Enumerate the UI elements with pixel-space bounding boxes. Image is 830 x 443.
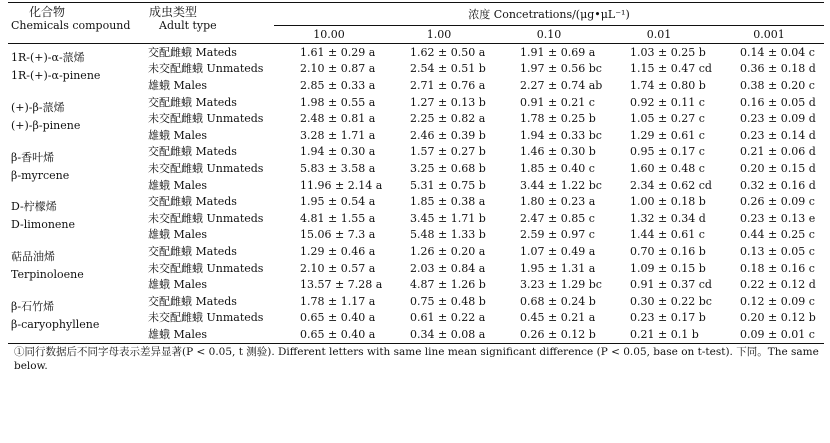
- adult-type-cell: 未交配雌蛾 Unmateds: [148, 261, 264, 275]
- value-cell: 0.18 ± 0.16 c: [740, 261, 815, 275]
- value-cell: 1.98 ± 0.55 a: [300, 95, 376, 109]
- value-cell: 2.54 ± 0.51 b: [410, 62, 486, 76]
- value-cell: 1.27 ± 0.13 b: [410, 95, 486, 109]
- value-cell: 1.60 ± 0.48 c: [630, 161, 705, 175]
- value-cell: 2.27 ± 0.74 ab: [520, 78, 603, 92]
- value-cell: 1.74 ± 0.80 b: [630, 78, 706, 92]
- adult-type-cell: 雄蛾 Males: [148, 278, 207, 292]
- value-cell: 2.10 ± 0.57 a: [300, 261, 376, 275]
- value-cell: 5.31 ± 0.75 b: [410, 178, 486, 192]
- value-cell: 1.57 ± 0.27 b: [410, 145, 486, 159]
- value-cell: 0.65 ± 0.40 a: [300, 327, 376, 341]
- header-adult-type: [142, 3, 274, 44]
- table-row: [8, 243, 824, 260]
- value-cell: 0.13 ± 0.05 c: [740, 244, 815, 258]
- compound-name-en: 1R-(+)-α-pinene: [11, 69, 101, 82]
- compound-name-cn: D-柠檬烯: [11, 200, 57, 214]
- value-cell: 5.83 ± 3.58 a: [300, 161, 376, 175]
- value-cell: 0.36 ± 0.18 d: [740, 62, 816, 76]
- value-cell: 1.00 ± 0.18 b: [630, 195, 706, 209]
- value-cell: 2.10 ± 0.87 a: [300, 62, 376, 76]
- adult-type-cell: 雄蛾 Males: [148, 327, 207, 341]
- adult-type-cell: 交配雌蛾 Mateds: [148, 195, 237, 209]
- value-cell: 2.47 ± 0.85 c: [520, 211, 595, 225]
- value-cell: 0.32 ± 0.16 d: [740, 178, 816, 192]
- adult-type-cell: 雄蛾 Males: [148, 128, 207, 142]
- header-conc-value: 0.001: [753, 27, 785, 41]
- value-cell: 1.91 ± 0.69 a: [520, 45, 596, 59]
- value-cell: 2.46 ± 0.39 b: [410, 128, 486, 142]
- value-cell: 1.97 ± 0.56 bc: [520, 62, 602, 76]
- adult-type-cell: 未交配雌蛾 Unmateds: [148, 311, 264, 325]
- value-cell: 2.48 ± 0.81 a: [300, 112, 376, 126]
- header-concentration: 浓度 Concetrations/(μg•μL⁻¹): [274, 3, 824, 26]
- value-cell: 3.44 ± 1.22 bc: [520, 178, 602, 192]
- header-conc-value: 1.00: [426, 27, 452, 41]
- value-cell: 1.03 ± 0.25 b: [630, 45, 706, 59]
- value-cell: 1.61 ± 0.29 a: [300, 45, 376, 59]
- value-cell: 3.45 ± 1.71 b: [410, 211, 486, 225]
- compound-name-cn: β-石竹烯: [11, 299, 55, 313]
- value-cell: 1.44 ± 0.61 c: [630, 228, 705, 242]
- value-cell: 2.59 ± 0.97 c: [520, 228, 595, 242]
- value-cell: 1.78 ± 1.17 a: [300, 294, 376, 308]
- table-row: [8, 293, 824, 310]
- header-compound-cn: 化合物: [29, 5, 66, 19]
- value-cell: 0.70 ± 0.16 b: [630, 244, 706, 258]
- value-cell: 1.94 ± 0.33 bc: [520, 128, 602, 142]
- value-cell: 2.03 ± 0.84 a: [410, 261, 486, 275]
- value-cell: 1.46 ± 0.30 b: [520, 145, 596, 159]
- table-row: [8, 94, 824, 111]
- value-cell: 0.14 ± 0.04 c: [740, 45, 815, 59]
- value-cell: 13.57 ± 7.28 a: [300, 278, 383, 292]
- compound-name-cn: 萜品油烯: [11, 250, 55, 264]
- compound-name-cn: (+)-β-蒎烯: [11, 100, 65, 114]
- value-cell: 0.91 ± 0.37 cd: [630, 278, 712, 292]
- value-cell: 1.09 ± 0.15 b: [630, 261, 706, 275]
- value-cell: 3.28 ± 1.71 a: [300, 128, 376, 142]
- value-cell: 1.32 ± 0.34 d: [630, 211, 706, 225]
- value-cell: 1.07 ± 0.49 a: [520, 244, 596, 258]
- value-cell: 0.21 ± 0.1 b: [630, 327, 699, 341]
- table-row: [8, 193, 824, 210]
- compound-cell: [8, 293, 142, 343]
- value-cell: 0.44 ± 0.25 c: [740, 228, 815, 242]
- value-cell: 5.48 ± 1.33 b: [410, 228, 486, 242]
- data-table-container: [8, 2, 824, 373]
- value-cell: 0.12 ± 0.09 c: [740, 294, 815, 308]
- header-compound: [8, 3, 142, 44]
- value-cell: 15.06 ± 7.3 a: [300, 228, 376, 242]
- value-cell: 0.92 ± 0.11 c: [630, 95, 705, 109]
- value-cell: 0.09 ± 0.01 c: [740, 327, 815, 341]
- value-cell: 0.34 ± 0.08 a: [410, 327, 486, 341]
- value-cell: 0.22 ± 0.12 d: [740, 278, 816, 292]
- value-cell: 0.26 ± 0.12 b: [520, 327, 596, 341]
- value-cell: 2.25 ± 0.82 a: [410, 112, 486, 126]
- value-cell: 1.85 ± 0.40 c: [520, 161, 595, 175]
- value-cell: 0.95 ± 0.17 c: [630, 145, 705, 159]
- value-cell: 0.23 ± 0.09 d: [740, 112, 816, 126]
- adult-type-cell: 未交配雌蛾 Unmateds: [148, 112, 264, 126]
- value-cell: 1.95 ± 1.31 a: [520, 261, 596, 275]
- value-cell: 0.21 ± 0.06 d: [740, 145, 816, 159]
- header-conc-value: 0.01: [646, 27, 672, 41]
- value-cell: 0.20 ± 0.15 d: [740, 161, 816, 175]
- value-cell: 1.80 ± 0.23 a: [520, 195, 596, 209]
- value-cell: 0.61 ± 0.22 a: [410, 311, 486, 325]
- compound-cell: [8, 94, 142, 144]
- adult-type-cell: 交配雌蛾 Mateds: [148, 45, 237, 59]
- header-adult-en: Adult type: [159, 19, 217, 32]
- value-cell: 0.16 ± 0.05 d: [740, 95, 816, 109]
- value-cell: 2.71 ± 0.76 a: [410, 78, 486, 92]
- table-row: [8, 44, 824, 61]
- adult-type-cell: 雄蛾 Males: [148, 228, 207, 242]
- adult-type-cell: 交配雌蛾 Mateds: [148, 145, 237, 159]
- value-cell: 2.85 ± 0.33 a: [300, 78, 376, 92]
- compound-name-cn: 1R-(+)-α-蒎烯: [11, 51, 85, 64]
- adult-type-cell: 未交配雌蛾 Unmateds: [148, 161, 264, 175]
- adult-type-cell: 未交配雌蛾 Unmateds: [148, 62, 264, 76]
- value-cell: 2.34 ± 0.62 cd: [630, 178, 712, 192]
- value-cell: 1.62 ± 0.50 a: [410, 45, 486, 59]
- value-cell: 0.91 ± 0.21 c: [520, 95, 595, 109]
- header-compound-en: Chemicals compound: [11, 19, 131, 32]
- value-cell: 1.15 ± 0.47 cd: [630, 62, 712, 76]
- value-cell: 3.23 ± 1.29 bc: [520, 278, 602, 292]
- adult-type-cell: 未交配雌蛾 Unmateds: [148, 211, 264, 225]
- table-row: [8, 144, 824, 161]
- value-cell: 1.05 ± 0.27 c: [630, 112, 705, 126]
- value-cell: 4.81 ± 1.55 a: [300, 211, 376, 225]
- compound-cell: [8, 243, 142, 293]
- compound-name-en: (+)-β-pinene: [11, 118, 81, 132]
- table-footnote: ①同行数据后不同字母表示差异显著(P < 0.05, t 测验). Different letters with same line mean significant difference (P < 0.05, base on t-test). 下同。The same below.: [14, 345, 819, 372]
- header-conc-value: 0.10: [536, 27, 562, 41]
- value-cell: 0.26 ± 0.09 c: [740, 195, 815, 209]
- value-cell: 0.75 ± 0.48 b: [410, 294, 486, 308]
- value-cell: 0.30 ± 0.22 bc: [630, 294, 712, 308]
- value-cell: 0.38 ± 0.20 c: [740, 78, 815, 92]
- adult-type-cell: 雄蛾 Males: [148, 78, 207, 92]
- compound-name-en: D-limonene: [11, 218, 76, 232]
- value-cell: 0.23 ± 0.13 e: [740, 211, 816, 225]
- value-cell: 3.25 ± 0.68 b: [410, 161, 486, 175]
- value-cell: 0.20 ± 0.12 b: [740, 311, 816, 325]
- value-cell: 0.65 ± 0.40 a: [300, 311, 376, 325]
- value-cell: 0.45 ± 0.21 a: [520, 311, 596, 325]
- value-cell: 0.23 ± 0.17 b: [630, 311, 706, 325]
- adult-type-cell: 雄蛾 Males: [148, 178, 207, 192]
- value-cell: 1.95 ± 0.54 a: [300, 195, 376, 209]
- header-conc-value: 10.00: [313, 27, 345, 41]
- value-cell: 0.68 ± 0.24 b: [520, 294, 596, 308]
- table-header: [8, 3, 824, 44]
- value-cell: 1.29 ± 0.61 c: [630, 128, 705, 142]
- compound-name-en: β-myrcene: [11, 168, 70, 182]
- adult-type-cell: 交配雌蛾 Mateds: [148, 244, 237, 258]
- compound-name-en: β-caryophyllene: [11, 317, 100, 331]
- compound-name-en: Terpinoloene: [11, 268, 84, 282]
- value-cell: 4.87 ± 1.26 b: [410, 278, 486, 292]
- value-cell: 1.29 ± 0.46 a: [300, 244, 376, 258]
- adult-type-cell: 交配雌蛾 Mateds: [148, 294, 237, 308]
- value-cell: 1.78 ± 0.25 b: [520, 112, 596, 126]
- header-adult-cn: 成虫类型: [149, 5, 198, 19]
- compound-cell: [8, 193, 142, 243]
- value-cell: 1.26 ± 0.20 a: [410, 244, 486, 258]
- adult-type-cell: 交配雌蛾 Mateds: [148, 95, 237, 109]
- compound-name-cn: β-香叶烯: [11, 150, 55, 164]
- results-table: [8, 2, 824, 344]
- value-cell: 1.94 ± 0.30 a: [300, 145, 376, 159]
- compound-cell: [8, 144, 142, 194]
- compound-cell: [8, 44, 142, 94]
- value-cell: 1.85 ± 0.38 a: [410, 195, 486, 209]
- value-cell: 11.96 ± 2.14 a: [300, 178, 383, 192]
- table-body: [8, 44, 824, 344]
- value-cell: 0.23 ± 0.14 d: [740, 128, 816, 142]
